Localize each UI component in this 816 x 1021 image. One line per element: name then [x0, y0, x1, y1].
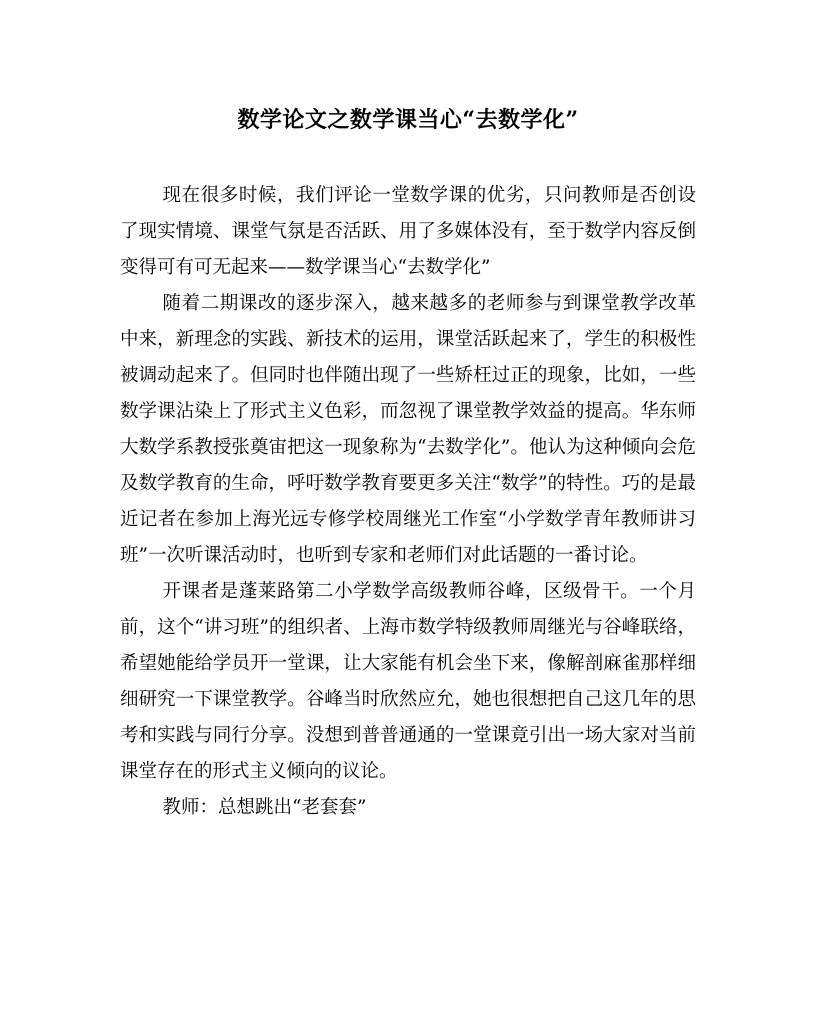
document-body [120, 178, 696, 826]
paragraph-1: 现在很多时候，我们评论一堂数学课的优劣，只问教师是否创设了现实情境、课堂气氛是否活跃、用了多媒体没有，至于数学内容反倒变得可有可无起来——数学课当心“去数学化” [120, 185, 696, 278]
section-heading: 教师：总想跳出“老套套” [162, 797, 367, 818]
document-title: 数学论文之数学课当心“去数学化” [237, 107, 579, 133]
paragraph-3: 开课者是蓬莱路第二小学数学高级教师谷峰，区级骨干。一个月前，这个“讲习班”的组织者、上海市数学特级教师周继光与谷峰联络，希望她能给学员开一堂课，让大家能有机会坐下来，像解剖麻雀那样细细研究一下课堂教学。谷峰当时欣然应允，她也很想把自己这几年的思考和实践与同行分享。没想到普普通通的一堂课竟引出一场大家对当前课堂存在的形式主义倾向的议论。 [120, 581, 696, 782]
paragraph-2: 随着二期课改的逐步深入，越来越多的老师参与到课堂教学改革中来，新理念的实践、新技术的运用，课堂活跃起来了，学生的积极性被调动起来了。但同时也伴随出现了一些矫枉过正的现象，比如，一些数学课沾染上了形式主义色彩，而忽视了课堂教学效益的提高。华东师大数学系教授张奠宙把这一现象称为“去数学化”。他认为这种倾向会危及数学教育的生命，呼吁数学教育要更多关注“数学”的特性。巧的是最近记者在参加上海光远专修学校周继光工作室“小学数学青年教师讲习班”一次听课活动时，也听到专家和老师们对此话题的一番讨论。 [120, 293, 696, 566]
